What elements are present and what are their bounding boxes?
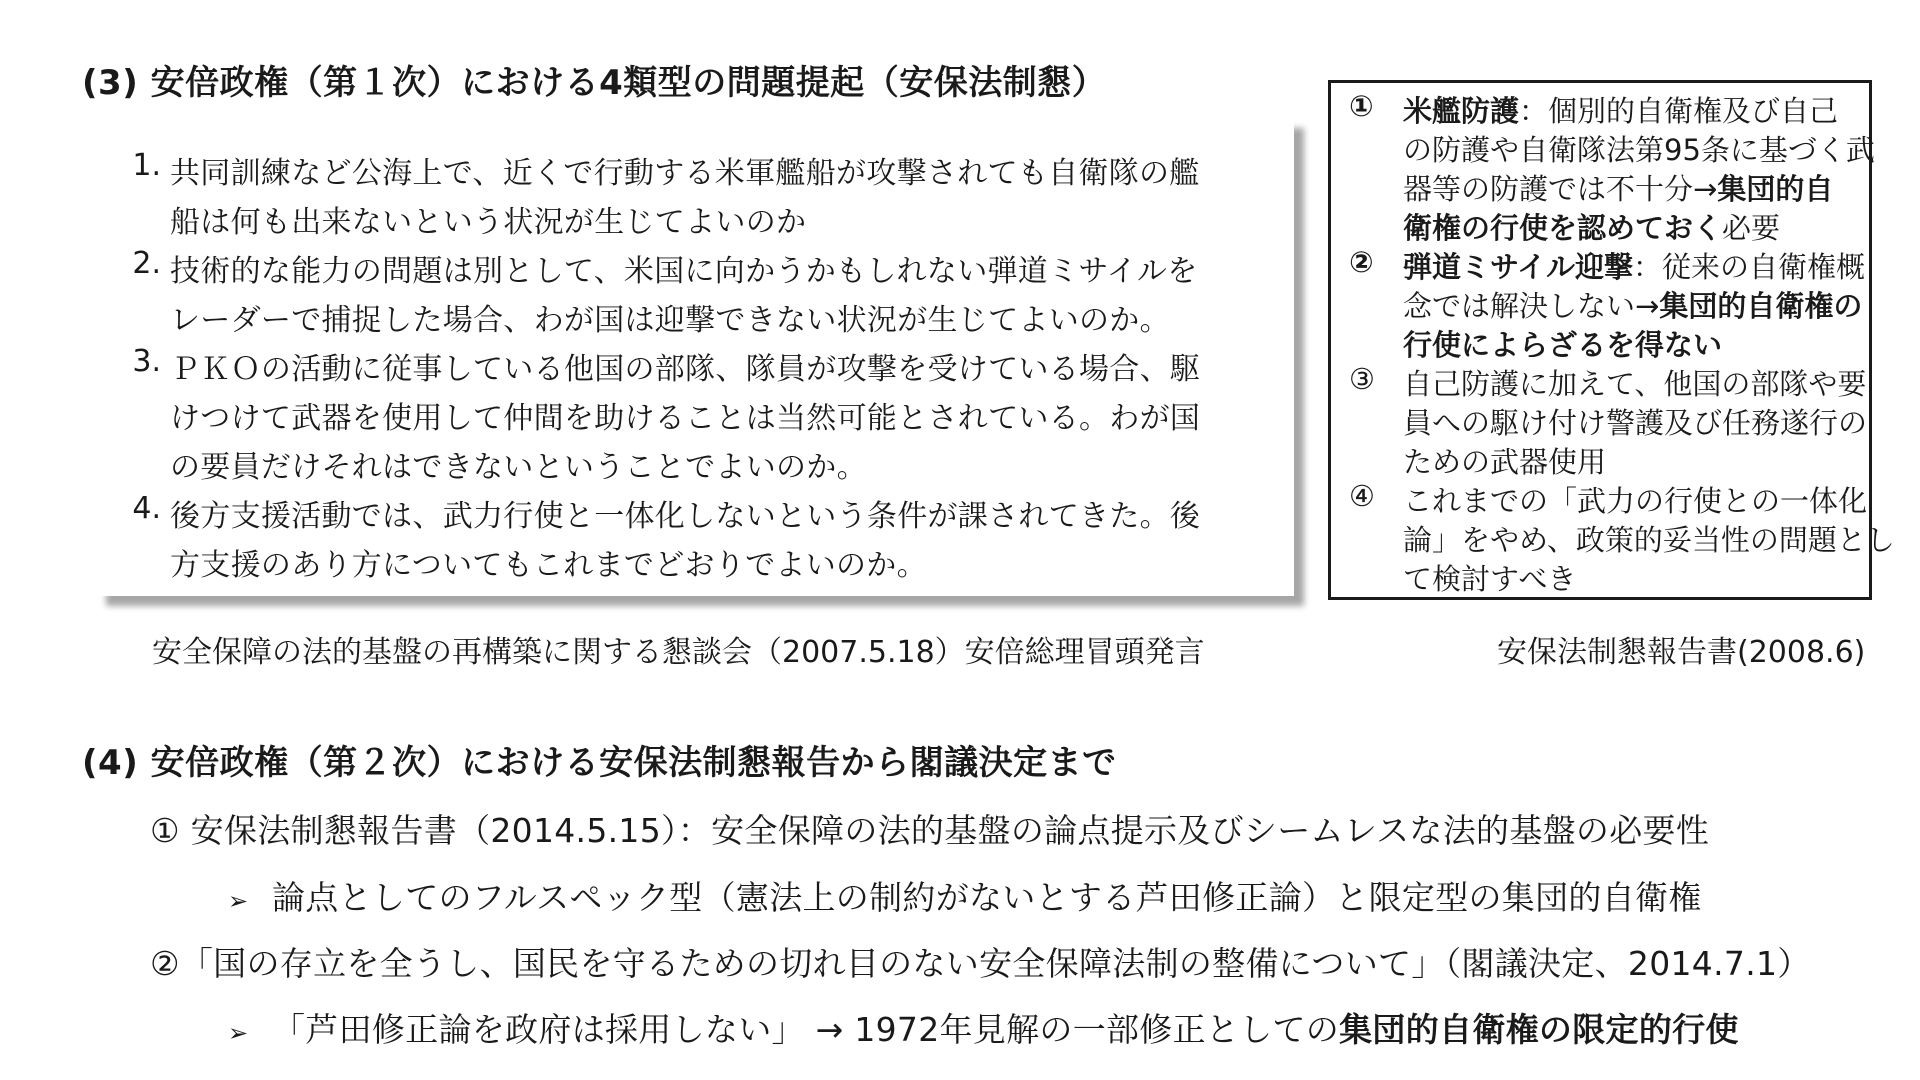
report-item-line	[1403, 89, 1838, 130]
section4-item-1-sub-text: 論点としてのフルスペック型（憲法上の制約がないとする芦田修正論）と限定型の集団的自衛権	[272, 878, 1702, 917]
quote-caption: 安全保障の法的基盤の再構築に関する懇談会（2007.5.18）安倍総理冒頭発言	[152, 635, 1205, 670]
quote-box	[96, 118, 1294, 596]
report-bold-text: 衛権の行使を認めておく	[1403, 211, 1723, 245]
report-bold-text: 米艦防護	[1403, 94, 1520, 128]
section4-item-2-sub-bold: 集団的自衛権の限定的行使	[1339, 1010, 1739, 1049]
report-item-line: て検討すべき	[1403, 562, 1577, 596]
report-item-line: これまでの「武力の行使との一体化	[1403, 484, 1868, 518]
quote-item-number: 4.	[132, 491, 161, 526]
report-text: 必要	[1722, 211, 1781, 245]
report-item-line	[1403, 284, 1862, 325]
quote-item-line: 技術的な能力の問題は別として、米国に向かうかもしれない弾道ミサイルを	[170, 254, 1198, 289]
report-text: 念では解決しない→	[1403, 289, 1660, 323]
quote-item-number: 3.	[132, 344, 161, 379]
section4-heading: (4) 安倍政権（第２次）における安保法制懇報告から閣議決定まで	[82, 743, 1117, 783]
report-item-line: 行使によらざるを得ない	[1403, 328, 1723, 362]
report-text: ：個別的自衛権及び自己	[1519, 94, 1839, 128]
quote-item-line: 方支援のあり方についてもこれまでどおりでよいのか。	[170, 548, 927, 583]
quote-item-number: 2.	[132, 246, 161, 281]
quote-item-line: 後方支援活動では、武力行使と一体化しないという条件が課されてきた。後	[170, 499, 1201, 534]
report-item-line: 員への駆け付け警護及び任務遂行の	[1403, 406, 1868, 440]
report-item-line	[1403, 167, 1833, 208]
quote-item-line: レーダーで捕捉した場合、わが国は迎撃できない状況が生じてよいのか。	[170, 303, 1170, 338]
quote-item-number: 1.	[132, 148, 161, 183]
report-item-line: 自己防護に加えて、他国の部隊や要	[1403, 367, 1867, 401]
report-box	[1328, 80, 1895, 600]
report-item-mark: ③	[1349, 362, 1375, 396]
report-item-line	[1403, 206, 1780, 247]
report-item-mark: ②	[1349, 245, 1374, 279]
report-item-line	[1403, 245, 1865, 286]
quote-item-line: の要員だけそれはできないということでよいのか。	[170, 450, 867, 485]
section4-item-2: ②「国の存立を全うし、国民を守るための切れ目のない安全保障法制の整備について」（閣議決定、2014.7.1）	[150, 944, 1811, 983]
section4-item-1-sub	[228, 872, 1702, 919]
arrow-bullet-icon: ➢	[228, 887, 249, 915]
report-bold-text: 弾道ミサイル迎撃	[1403, 250, 1633, 284]
quote-item-line: 共同訓練など公海上で、近くで行動する米軍艦船が攻撃されても自衛隊の艦	[170, 156, 1200, 191]
section4-item-2-sub	[228, 1004, 1739, 1051]
section4-item-1: ① 安保法制懇報告書（2014.5.15）：安全保障の法的基盤の論点提示及びシームレスな法的基盤の必要性	[150, 811, 1710, 850]
report-bold-text: 集団的自	[1717, 172, 1834, 206]
report-item-mark: ①	[1349, 89, 1374, 123]
quote-item-line: 船は何も出来ないという状況が生じてよいのか	[170, 205, 807, 240]
report-text: ：従来の自衛権概	[1632, 250, 1865, 284]
report-bold-text: 集団的自衛権の	[1659, 289, 1863, 323]
arrow-bullet-icon: ➢	[228, 1019, 249, 1047]
section4-item-2-sub-text: 「芦田修正論を政府は採用しない」 → 1972年見解の一部修正としての	[272, 1010, 1340, 1049]
quote-item-line: ＰＫＯの活動に従事している他国の部隊、隊員が攻撃を受けている場合、駆	[170, 352, 1201, 387]
report-item-mark: ④	[1349, 479, 1375, 513]
section3-heading: (3) 安倍政権（第１次）における4類型の問題提起（安保法制懇）	[82, 63, 1107, 103]
report-item-line: 論」をやめ、政策的妥当性の問題とし	[1403, 523, 1895, 557]
report-text: 器等の防護では不十分→	[1403, 172, 1718, 206]
report-item-line: の防護や自衛隊法第95条に基づく武	[1403, 133, 1875, 167]
report-caption: 安保法制懇報告書(2008.6)	[1497, 635, 1866, 670]
quote-item-line: けつけて武器を使用して仲間を助けることは当然可能とされている。わが国	[170, 401, 1201, 436]
report-item-line: ための武器使用	[1403, 445, 1607, 479]
